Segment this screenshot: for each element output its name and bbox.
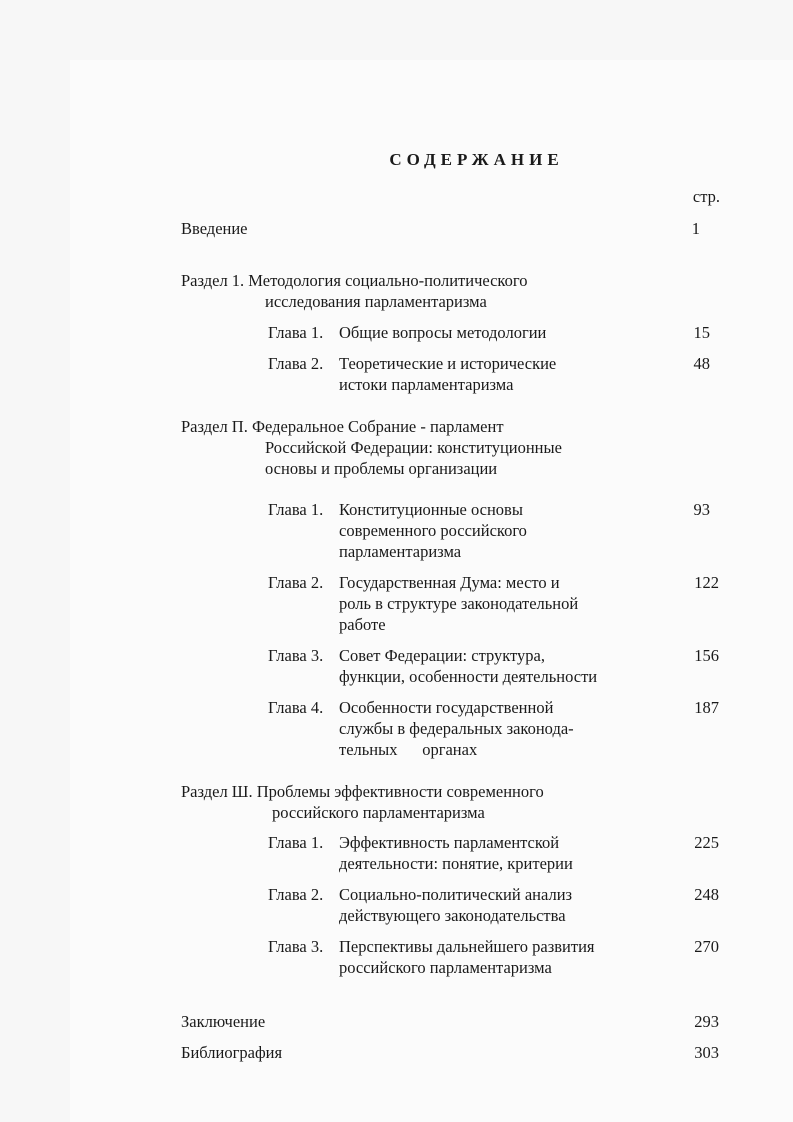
s3-ch3-title-cont: российского парламентаризма [339, 958, 552, 977]
s2-ch4-title-cont2: тельных органах [339, 740, 478, 759]
s2-ch2-label: Глава 2. [268, 573, 324, 592]
s3-ch3-title: Перспективы дальнейшего развития [339, 937, 595, 956]
s2-ch3-page: 156 [694, 646, 719, 665]
s2-ch2-title-cont: роль в структуре законодательной [339, 594, 579, 613]
s2-ch2-title-cont2: работе [339, 615, 386, 634]
s3-ch2-title-cont: действующего законодательства [339, 906, 566, 925]
s3-ch3-page: 270 [694, 937, 719, 956]
s1-ch1-page: 15 [693, 323, 710, 342]
toc-entry-intro: Введение [181, 219, 248, 238]
s1-ch2-title-cont: истоки парламентаризма [339, 375, 514, 394]
toc-entry-bibliography: Библиография [181, 1043, 283, 1062]
page-title: СОДЕРЖАНИЕ [389, 150, 564, 169]
s3-ch2-title: Социально-политический анализ [339, 885, 573, 904]
s2-ch3-title-cont: функции, особенности деятельности [339, 667, 598, 686]
s1-ch2-label: Глава 2. [268, 354, 324, 373]
toc-page-conclusion: 293 [694, 1012, 719, 1031]
toc-page-intro: 1 [691, 219, 700, 238]
s2-ch4-page: 187 [694, 698, 719, 717]
s2-ch2-page: 122 [694, 573, 719, 592]
section3-title: Раздел Ш. Проблемы эффективности современного [181, 782, 544, 801]
toc-entry-conclusion: Заключение [181, 1012, 266, 1031]
section1-title: Раздел 1. Методология социально-политического [181, 271, 528, 290]
s2-ch1-title-cont2: парламентаризма [339, 542, 462, 561]
page-column-label: стр. [692, 187, 720, 206]
section2-title: Раздел П. Федеральное Собрание - парламент [181, 417, 504, 436]
s2-ch1-title: Конституционные основы [339, 500, 523, 519]
s2-ch4-title-cont: службы в федеральных законода- [339, 719, 574, 738]
section3-title-cont: российского парламентаризма [272, 803, 485, 822]
s1-ch2-page: 48 [693, 354, 710, 373]
s2-ch3-label: Глава 3. [268, 646, 324, 665]
s2-ch1-label: Глава 1. [268, 500, 324, 519]
s2-ch1-page: 93 [693, 500, 710, 519]
s2-ch4-label: Глава 4. [268, 698, 324, 717]
toc-page-bibliography: 303 [694, 1043, 719, 1062]
s3-ch1-label: Глава 1. [268, 833, 324, 852]
s3-ch1-title-cont: деятельности: понятие, критерии [339, 854, 573, 873]
s3-ch1-title: Эффективность парламентской [339, 833, 560, 852]
s3-ch2-page: 248 [694, 885, 719, 904]
s1-ch1-label: Глава 1. [268, 323, 324, 342]
section2-title-cont2: основы и проблемы организации [265, 459, 498, 478]
s2-ch1-title-cont: современного российского [339, 521, 527, 540]
s3-ch3-label: Глава 3. [268, 937, 324, 956]
s2-ch2-title: Государственная Дума: место и [339, 573, 560, 592]
s1-ch1-title: Общие вопросы методологии [339, 323, 547, 342]
s3-ch1-page: 225 [694, 833, 719, 852]
s3-ch2-label: Глава 2. [268, 885, 324, 904]
s2-ch3-title: Совет Федерации: структура, [339, 646, 546, 665]
section2-title-cont: Российской Федерации: конституционные [265, 438, 562, 457]
s1-ch2-title: Теоретические и исторические [339, 354, 557, 373]
s2-ch4-title: Особенности государственной [339, 698, 554, 717]
section1-title-cont: исследования парламентаризма [265, 292, 487, 311]
